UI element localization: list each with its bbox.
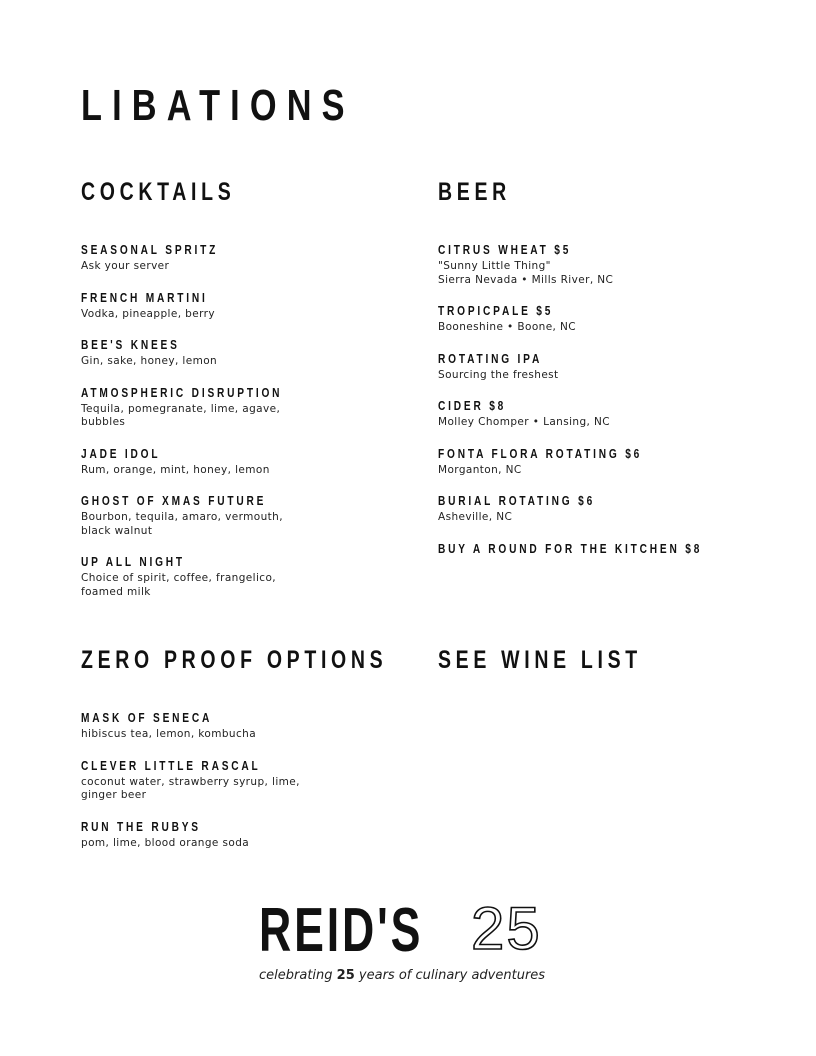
menu-item: [81, 554, 381, 599]
menu-item: [81, 242, 381, 274]
item-description: Ask your server: [81, 260, 170, 272]
zero-proof-section: [81, 646, 388, 850]
menu-item: [81, 290, 381, 322]
menu-item: [438, 351, 758, 383]
menu-title: LIBATIONS: [81, 81, 355, 130]
menu-item: [81, 446, 381, 478]
item-description: Tequila, pomegranate, lime, agave, bubbles: [81, 402, 281, 428]
menu-item: [81, 493, 381, 538]
item-name: MASK OF SENECA: [81, 710, 213, 725]
item-name: FONTA FLORA ROTATING $6: [438, 445, 643, 461]
wine-section: [438, 646, 758, 674]
item-description: Rum, orange, mint, honey, lemon: [81, 463, 270, 476]
item-description: Vodka, pineapple, berry: [81, 307, 215, 320]
item-name: ROTATING IPA: [438, 350, 543, 366]
logo-wordmark: REID'S: [259, 896, 424, 965]
logo-number: 25: [471, 895, 542, 962]
cocktails-section: [81, 178, 381, 599]
tagline-pre: celebrating: [259, 968, 333, 983]
item-name: RUN THE RUBYS: [81, 818, 201, 834]
item-description: "Sunny Little Thing": [438, 260, 551, 272]
menu-item: [438, 541, 758, 556]
menu-item: [81, 710, 381, 742]
item-description: pom, lime, blood orange soda: [81, 836, 250, 849]
menu-item: [438, 446, 758, 478]
item-description: Bourbon, tequila, amaro, vermouth, black walnut: [81, 511, 283, 537]
item-description: Molley Chomper • Lansing, NC: [438, 416, 610, 428]
item-description: hibiscus tea, lemon, kombucha: [81, 728, 257, 740]
item-name: CLEVER LITTLE RASCAL: [81, 757, 261, 773]
item-description: Morganton, NC: [438, 463, 522, 476]
tagline-number: 25: [336, 968, 355, 983]
menu-item: [81, 337, 381, 369]
logo: [259, 895, 569, 984]
item-description: Asheville, NC: [438, 511, 513, 523]
item-name: ATMOSPHERIC DISRUPTION: [81, 384, 283, 400]
item-origin: Sierra Nevada • Mills River, NC: [438, 273, 614, 286]
item-name: BEE'S KNEES: [81, 337, 180, 352]
item-description: Sourcing the freshest: [438, 368, 559, 381]
tagline-post: years of culinary adventures: [358, 968, 546, 983]
item-name: TROPICPALE $5: [438, 303, 554, 318]
item-name: BUY A ROUND FOR THE KITCHEN $8: [438, 540, 703, 556]
menu-item: [438, 242, 758, 287]
item-description: coconut water, strawberry syrup, lime, ginger beer: [81, 775, 300, 801]
item-name: JADE IDOL: [81, 445, 161, 461]
menu-item: [438, 398, 758, 430]
item-name: GHOST OF XMAS FUTURE: [81, 493, 267, 508]
menu-item: [438, 493, 758, 525]
zero-proof-heading: ZERO PROOF OPTIONS: [81, 646, 388, 674]
item-name: SEASONAL SPRITZ: [81, 242, 219, 257]
menu-item: [81, 385, 381, 430]
item-name: UP ALL NIGHT: [81, 554, 185, 569]
beer-section: [438, 178, 758, 556]
item-name: CIDER $8: [438, 398, 507, 413]
menu-item: [81, 758, 381, 803]
item-description: Choice of spirit, coffee, frangelico, foamed milk: [81, 572, 277, 598]
item-name: BURIAL ROTATING $6: [438, 493, 596, 508]
wine-heading: SEE WINE LIST: [438, 646, 642, 674]
item-description: Booneshine • Boone, NC: [438, 321, 577, 333]
cocktails-heading: COCKTAILS: [81, 178, 236, 206]
item-name: FRENCH MARTINI: [81, 289, 208, 305]
item-name: CITRUS WHEAT $5: [438, 242, 572, 257]
item-description: Gin, sake, honey, lemon: [81, 355, 218, 367]
beer-heading: BEER: [438, 178, 511, 206]
menu-item: [438, 303, 758, 335]
menu-item: [81, 819, 381, 851]
tagline: [259, 968, 569, 984]
